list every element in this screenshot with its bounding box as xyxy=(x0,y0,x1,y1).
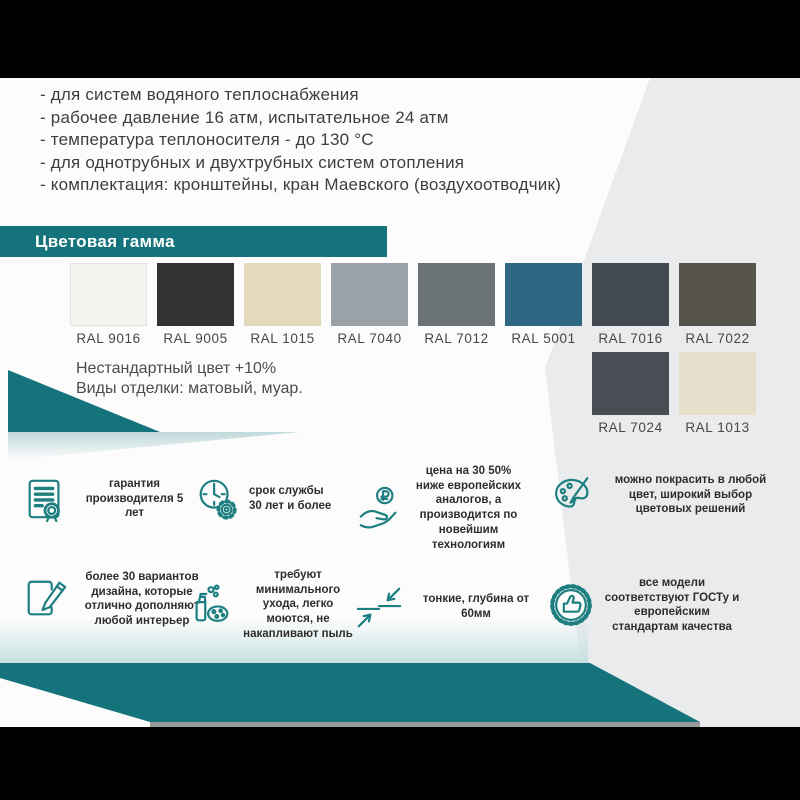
color-swatch xyxy=(70,263,147,326)
feature-text: все модели соответствуют ГОСТу и европейским стандартам качества xyxy=(604,577,740,634)
color-swatch xyxy=(418,263,495,326)
teal-triangle-fade xyxy=(8,432,300,460)
swatch-label: RAL 7022 xyxy=(685,331,750,346)
color-note xyxy=(76,359,303,399)
swatch-cell xyxy=(679,352,756,435)
teal-band-shadow xyxy=(150,722,700,727)
feature-slim xyxy=(356,584,541,630)
feature-text: срок службы 30 лет и более xyxy=(249,485,332,512)
spray-sponge-icon xyxy=(188,582,234,628)
badge-thumbs-up-icon xyxy=(548,582,594,628)
swatch-label: RAL 7012 xyxy=(424,331,489,346)
feature-text: более 30 вариантов дизайна, которые отлично дополняют любой интерьер xyxy=(84,571,200,628)
swatch-cell xyxy=(157,263,234,346)
swatch-label: RAL 1015 xyxy=(250,331,315,346)
color-swatch xyxy=(592,263,669,326)
feature-lifetime xyxy=(194,476,334,522)
swatch-label: RAL 7016 xyxy=(598,331,663,346)
swatch-cell xyxy=(70,263,147,346)
swatch-cell xyxy=(418,263,495,346)
certificate-icon xyxy=(22,476,68,522)
feature-text: требуют минимального ухода, легко моются, не накапливают пыль xyxy=(243,569,353,640)
note-custom-color: Нестандартный цвет +10% xyxy=(76,360,277,377)
hand-ruble-icon xyxy=(356,485,402,531)
spec-list xyxy=(40,84,640,197)
pencil-sheet-icon xyxy=(22,576,68,622)
feature-easy-care xyxy=(188,568,353,642)
spec-line: - рабочее давление 16 атм, испытательное 24 атм xyxy=(40,107,449,127)
swatch-label: RAL 5001 xyxy=(511,331,576,346)
color-swatch xyxy=(157,263,234,326)
color-swatch xyxy=(592,352,669,415)
flyer-content xyxy=(0,78,800,727)
color-range-header xyxy=(0,226,387,257)
color-range-title: Цветовая гамма xyxy=(35,231,175,251)
swatch-cell xyxy=(505,263,582,346)
feature-price xyxy=(356,464,526,552)
palette-icon xyxy=(548,472,594,518)
spec-line: - температура теплоносителя - до 130 °C xyxy=(40,130,374,149)
feature-paintable xyxy=(548,472,778,518)
color-swatch xyxy=(679,352,756,415)
swatch-label: RAL 9005 xyxy=(163,331,228,346)
color-swatch xyxy=(679,263,756,326)
teal-bottom-band xyxy=(0,663,700,722)
feature-gost xyxy=(548,576,741,635)
feature-warranty xyxy=(22,476,192,522)
slim-arrows-icon xyxy=(356,584,402,630)
feature-design xyxy=(22,570,207,629)
swatch-cell xyxy=(244,263,321,346)
feature-text: тонкие, глубина от 60мм xyxy=(422,593,530,620)
note-finish-types: Виды отделки: матовый, муар. xyxy=(76,380,303,397)
swatch-cell xyxy=(679,263,756,346)
color-swatch xyxy=(505,263,582,326)
clock-gear-icon xyxy=(194,476,240,522)
spec-line: - для однотрубных и двухтрубных систем отопления xyxy=(40,152,465,172)
feature-text: можно покрасить в любой цвет, широкий выбор цветовых решений xyxy=(614,473,767,516)
feature-text: цена на 30 50% ниже европейских аналогов, а производится по новейшим технологиям xyxy=(415,465,522,551)
swatch-label: RAL 7024 xyxy=(598,420,663,435)
swatch-cell xyxy=(592,352,669,435)
swatch-label: RAL 9016 xyxy=(76,331,141,346)
swatch-label: RAL 7040 xyxy=(337,331,402,346)
color-swatch xyxy=(331,263,408,326)
feature-text: гарантия производителя 5 лет xyxy=(85,477,184,520)
swatch-label: RAL 1013 xyxy=(685,420,750,435)
swatch-cell xyxy=(592,263,669,346)
spec-line: - для систем водяного теплоснабжения xyxy=(40,85,359,104)
spec-line: - комплектация: кронштейны, кран Маевского (воздухоотводчик) xyxy=(40,175,561,194)
color-swatch xyxy=(244,263,321,326)
swatch-cell xyxy=(331,263,408,346)
